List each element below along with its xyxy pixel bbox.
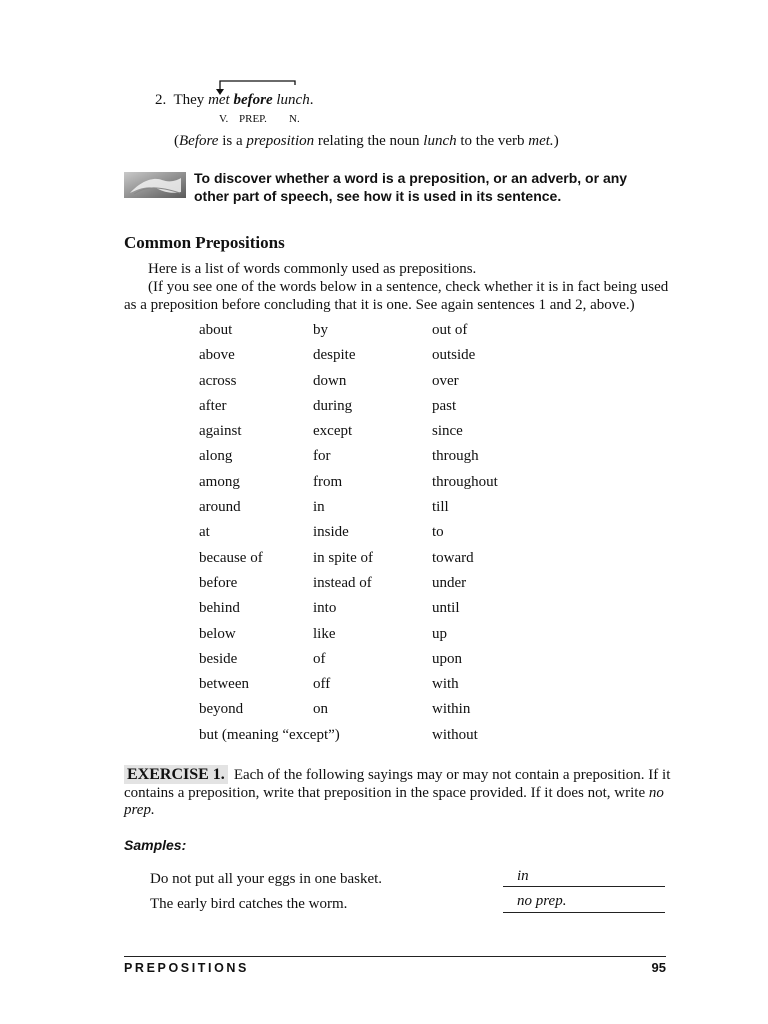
list-item: beyond [199, 701, 244, 718]
list-item: inside [313, 524, 349, 541]
expl-word-preposition: preposition [246, 133, 315, 149]
list-item: with [432, 676, 459, 693]
sample-answer-2: no prep. [517, 893, 567, 909]
label-noun: N. [289, 113, 300, 125]
sample-question-2: The early bird catches the worm. [150, 896, 348, 912]
samples-label: Samples: [124, 837, 187, 853]
list-item: under [432, 574, 467, 591]
list-item: despite [313, 347, 356, 364]
intro-line: Here is a list of words commonly used as prepositions. [148, 261, 477, 277]
list-item: among [199, 473, 240, 490]
example-subject: They [173, 92, 205, 108]
paren-open: ( [174, 133, 179, 149]
list-item: but (meaning “except”) [199, 726, 340, 743]
example-end: . [309, 92, 314, 108]
list-item: till [432, 499, 449, 516]
label-verb: V. [219, 113, 229, 125]
list-item: upon [432, 650, 462, 667]
list-item: to [432, 524, 444, 541]
tip-text: To discover whether a word is a preposition, or an adverb, or any other part of speech, see how it is used in its sentence. [194, 170, 628, 204]
list-item: on [313, 701, 328, 718]
list-item: at [199, 524, 210, 541]
sample-question-1: Do not put all your eggs in one basket. [150, 871, 383, 887]
list-item: below [199, 625, 236, 642]
list-item: behind [199, 600, 240, 617]
list-item: across [199, 372, 237, 389]
page-number: 95 [651, 960, 666, 975]
list-item: in spite of [313, 549, 373, 566]
list-item: out of [432, 322, 468, 338]
list-item: before [199, 574, 238, 591]
list-item: until [432, 600, 460, 617]
expl-text-2: relating the noun [314, 133, 424, 149]
list-item: through [432, 448, 479, 465]
list-item: since [432, 423, 463, 440]
expl-word-before: Before [179, 133, 219, 149]
book-icon [124, 172, 186, 198]
exercise-text: Each of the following sayings may or may not contain a preposition. If it contains a preposition, write that preposition in the space provided. If it does not, write [124, 767, 671, 801]
list-item: of [313, 650, 326, 667]
prep-column-3 [432, 320, 498, 750]
list-item: down [313, 372, 347, 389]
list-item: about [199, 322, 233, 338]
section-title: Common Prepositions [124, 233, 285, 252]
example-prep: before [233, 92, 273, 108]
answer-line-1 [503, 868, 665, 887]
example-noun: lunch [276, 92, 310, 108]
exercise-badge: EXERCISE 1. [124, 765, 228, 784]
footer-chapter-title: PREPOSITIONS [124, 961, 249, 975]
prep-column-2 [313, 320, 373, 725]
expl-text-1: is a [218, 133, 247, 149]
expl-word-met: met. [528, 133, 554, 149]
example-explanation [174, 133, 559, 150]
answer-line-2 [503, 893, 665, 913]
expl-text-3: to the verb [456, 133, 529, 149]
list-item: into [313, 600, 337, 617]
list-item: toward [432, 549, 474, 566]
list-item: within [432, 701, 471, 718]
list-item: except [313, 423, 353, 440]
label-prep: PREP. [239, 113, 267, 125]
list-item: like [313, 625, 336, 642]
exercise-text-emphasis: no prep. [124, 784, 664, 818]
expl-word-lunch: lunch [423, 133, 457, 149]
list-item: outside [432, 347, 476, 364]
list-item: along [199, 448, 233, 465]
list-item: over [432, 372, 459, 389]
list-item: above [199, 347, 235, 364]
list-item: between [199, 676, 249, 693]
example-verb: met [208, 92, 230, 108]
list-item: instead of [313, 574, 372, 591]
list-item: off [313, 676, 331, 693]
intro-paragraph: (If you see one of the words below in a sentence, check whether it is in fact being used as a preposition before concluding that it is one. See again sentences 1 and 2, above.) [124, 279, 669, 313]
list-item: against [199, 423, 242, 440]
footer-rule [124, 956, 666, 957]
list-item: without [432, 726, 478, 743]
sample-answer-1: in [517, 868, 529, 884]
example-sentence [155, 92, 313, 109]
list-item: up [432, 625, 447, 642]
list-item: beside [199, 650, 238, 667]
example-number: 2. [155, 92, 167, 108]
list-item: from [313, 473, 343, 490]
paren-close: ) [553, 133, 559, 149]
list-item: past [432, 397, 457, 414]
list-item: around [199, 499, 241, 516]
list-item: by [313, 322, 328, 338]
list-item: after [199, 397, 227, 414]
exercise-instructions [124, 766, 674, 820]
list-item: for [313, 448, 331, 465]
list-item: throughout [432, 473, 498, 490]
list-item: in [313, 499, 325, 516]
list-item: because of [199, 549, 263, 566]
list-item: during [313, 397, 353, 414]
